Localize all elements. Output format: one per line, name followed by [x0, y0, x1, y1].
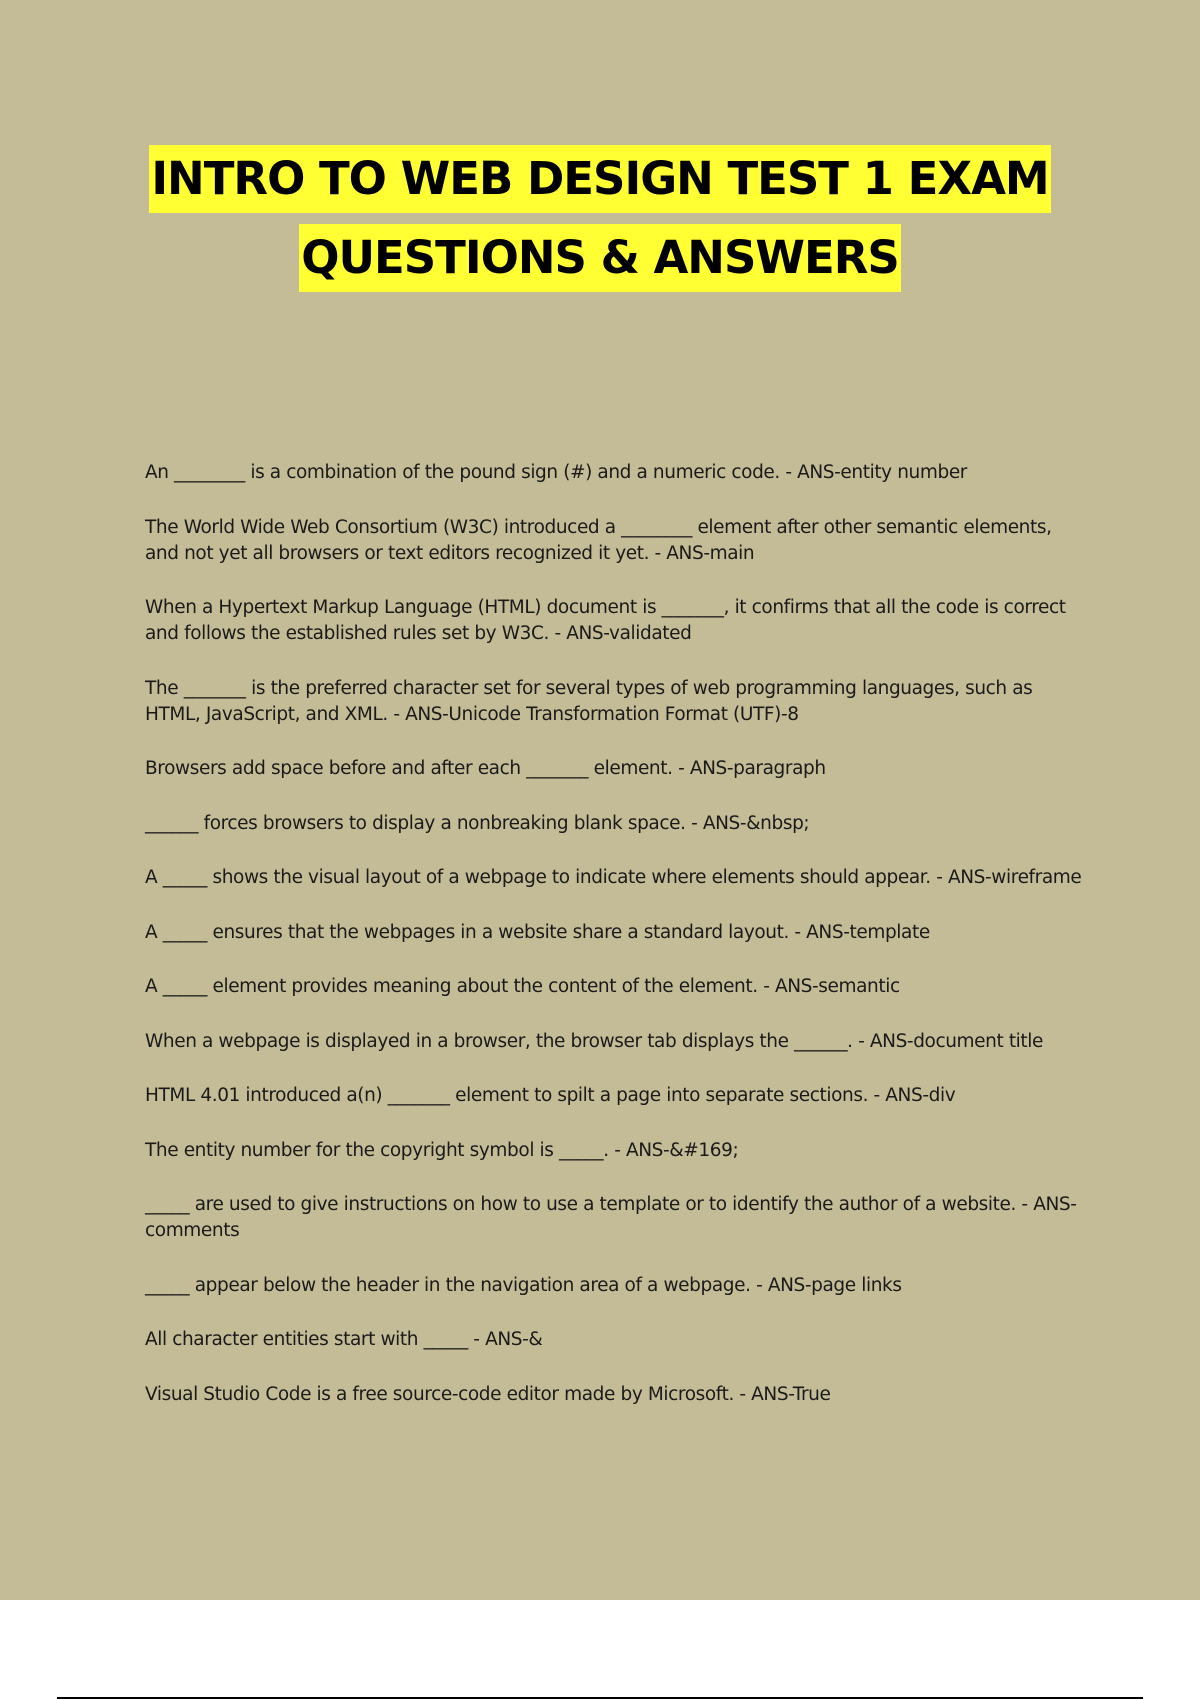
qa-item: A _____ shows the visual layout of a webpage to indicate where elements should appear. - ANS-wireframe: [145, 867, 1082, 888]
qa-item: Browsers add space before and after each _______ element. - ANS-paragraph: [145, 758, 826, 779]
qa-item: A _____ element provides meaning about the content of the element. - ANS-semantic: [145, 976, 900, 997]
qa-item: All character entities start with _____ - ANS-&: [145, 1329, 543, 1350]
qa-item: When a Hypertext Markup Language (HTML) document is _______, it confirms that all the code is correct and follows the established rules set by W3C. - ANS-validated: [145, 597, 1066, 644]
title-line-1: INTRO TO WEB DESIGN TEST 1 EXAM: [149, 145, 1050, 213]
title-line-2: QUESTIONS & ANSWERS: [299, 224, 901, 292]
qa-item: The World Wide Web Consortium (W3C) introduced a ________ element after other semantic elements, and not yet all browsers or text editors recognized it yet. - ANS-main: [145, 516, 1052, 564]
qa-item: A _____ ensures that the webpages in a website share a standard layout. - ANS-template: [145, 921, 930, 943]
footer-divider: [57, 1697, 1143, 1699]
qa-item: _____ are used to give instructions on how to use a template or to identify the author of a website. - ANS-comments: [145, 1194, 1077, 1241]
qa-item: The _______ is the preferred character set for several types of web programming languages, such as HTML, JavaScript, and XML. - ANS-Unicode Transformation Format (UTF)-8: [145, 677, 1033, 725]
qa-item: Visual Studio Code is a free source-code editor made by Microsoft. - ANS-True: [145, 1383, 831, 1405]
qa-item: ______ forces browsers to display a nonbreaking blank space. - ANS-&nbsp;: [145, 812, 810, 834]
document-title: [0, 145, 1200, 303]
qa-item: HTML 4.01 introduced a(n) _______ element to spilt a page into separate sections. - ANS-div: [145, 1085, 956, 1106]
qa-item: An ________ is a combination of the pound sign (#) and a numeric code. - ANS-entity number: [145, 462, 968, 483]
question-answer-list: [145, 460, 1085, 1436]
qa-item: When a webpage is displayed in a browser, the browser tab displays the ______. - ANS-document title: [145, 1030, 1043, 1052]
qa-item: _____ appear below the header in the navigation area of a webpage. - ANS-page links: [145, 1274, 902, 1296]
qa-item: The entity number for the copyright symbol is _____. - ANS-&#169;: [145, 1139, 739, 1161]
